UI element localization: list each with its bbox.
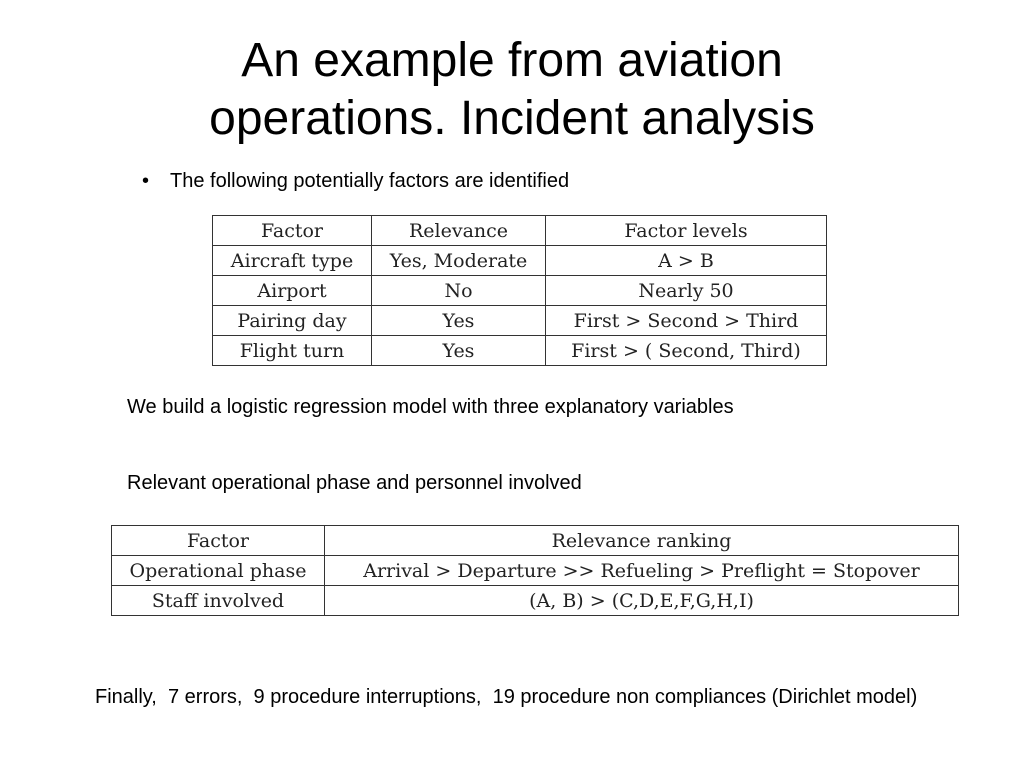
table-cell: Airport bbox=[213, 276, 372, 306]
table-cell: Yes bbox=[372, 336, 546, 366]
phase-personnel-text: Relevant operational phase and personnel involved bbox=[127, 472, 582, 494]
table-cell: Pairing day bbox=[213, 306, 372, 336]
table-row bbox=[112, 586, 959, 616]
table-row bbox=[213, 336, 827, 366]
table-cell: Yes, Moderate bbox=[372, 246, 546, 276]
table-header-row bbox=[213, 216, 827, 246]
relevance-ranking-table bbox=[111, 525, 959, 616]
bullet-text: The following potentially factors are identified bbox=[170, 170, 570, 192]
table-row bbox=[213, 276, 827, 306]
table-cell: Operational phase bbox=[112, 556, 325, 586]
header-cell: Factor levels bbox=[546, 216, 827, 246]
table-row bbox=[112, 556, 959, 586]
model-description: We build a logistic regression model with three explanatory variables bbox=[127, 396, 734, 418]
table-row bbox=[213, 306, 827, 336]
table-cell: Aircraft type bbox=[213, 246, 372, 276]
header-cell: Factor bbox=[112, 526, 325, 556]
table-cell: (A, B) > (C,D,E,F,G,H,I) bbox=[325, 586, 959, 616]
table-header-row bbox=[112, 526, 959, 556]
title-line-2: operations. Incident analysis bbox=[209, 92, 815, 145]
slide-title bbox=[0, 32, 1024, 148]
final-counts-text: Finally, 7 errors, 9 procedure interruptions, 19 procedure non compliances (Dirichlet model) bbox=[95, 686, 918, 708]
header-cell: Factor bbox=[213, 216, 372, 246]
header-cell: Relevance bbox=[372, 216, 546, 246]
table-cell: A > B bbox=[546, 246, 827, 276]
title-line-1: An example from aviation bbox=[241, 34, 783, 87]
factors-table bbox=[212, 215, 827, 366]
table-row bbox=[213, 246, 827, 276]
table-cell: Staff involved bbox=[112, 586, 325, 616]
table-cell: First > ( Second, Third) bbox=[546, 336, 827, 366]
table-cell: Nearly 50 bbox=[546, 276, 827, 306]
table-cell: Flight turn bbox=[213, 336, 372, 366]
table-cell: Yes bbox=[372, 306, 546, 336]
table-cell: Arrival > Departure >> Refueling > Preflight = Stopover bbox=[325, 556, 959, 586]
bullet-dot-icon: • bbox=[142, 170, 150, 192]
table-cell: First > Second > Third bbox=[546, 306, 827, 336]
header-cell: Relevance ranking bbox=[325, 526, 959, 556]
table-cell: No bbox=[372, 276, 546, 306]
bullet-item bbox=[142, 168, 569, 194]
